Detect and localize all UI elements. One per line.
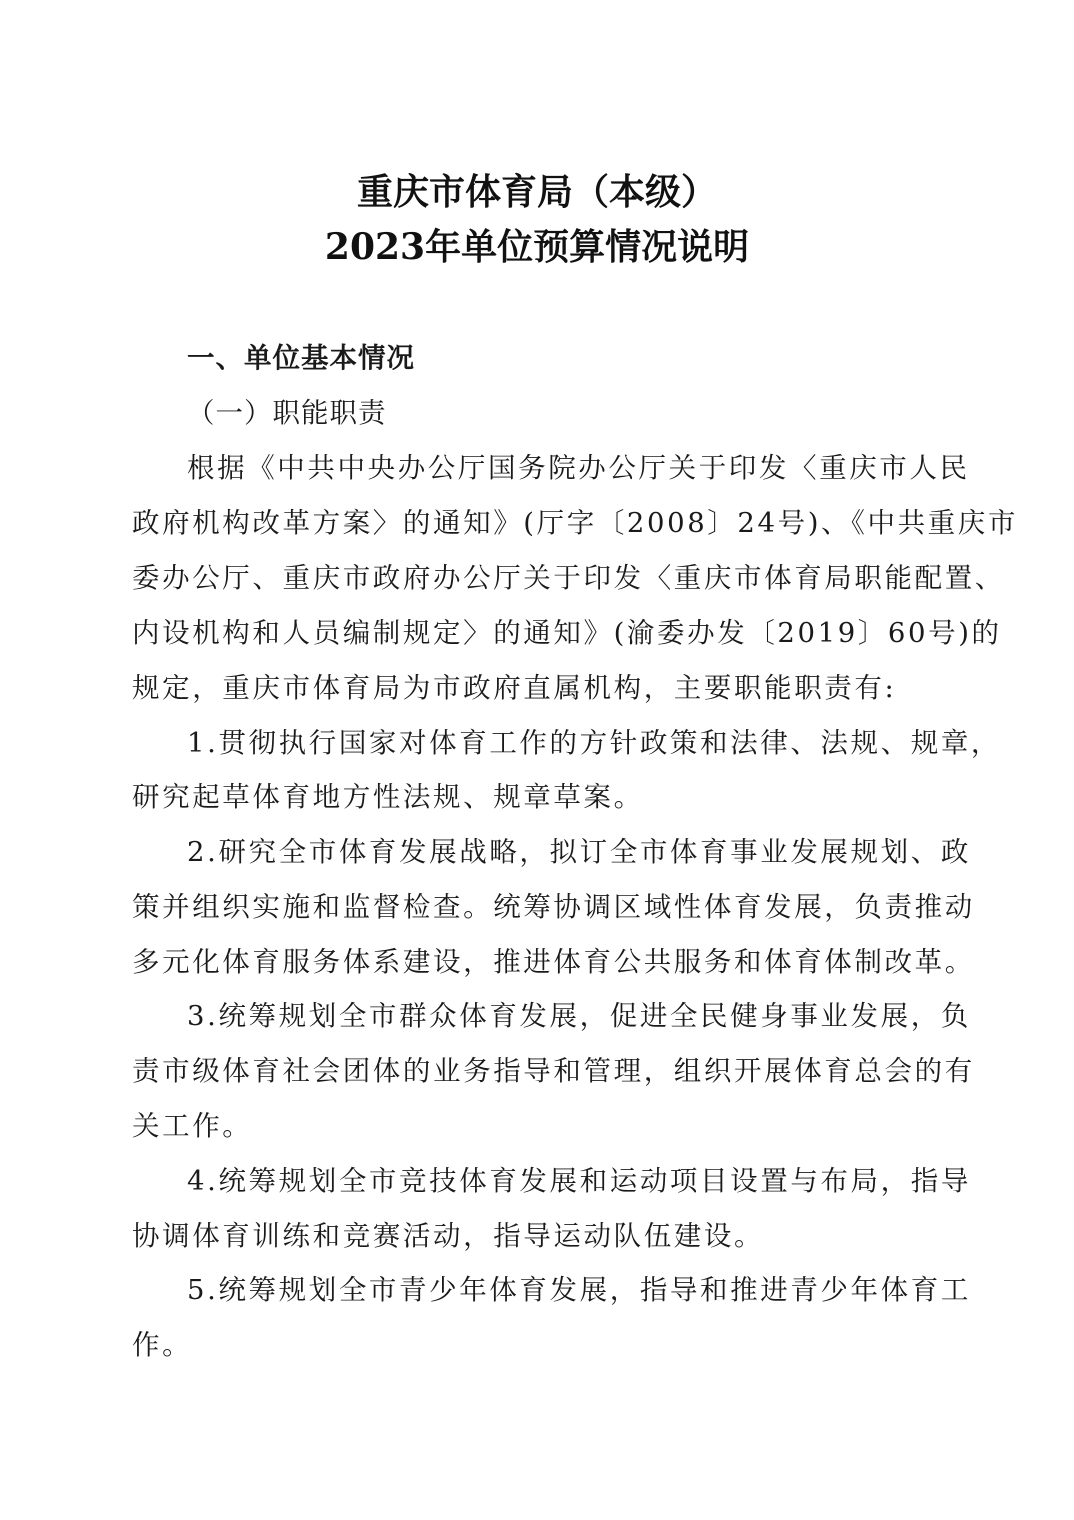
duty-item-2-line: 2.研究全市体育发展战略，拟订全市体育事业发展规划、政 xyxy=(187,836,971,868)
duty-item-4-line: 4.统筹规划全市竞技体育发展和运动项目设置与布局，指导 xyxy=(187,1165,971,1197)
paragraph-line: 政府机构改革方案〉的通知》(厅字〔2008〕24号)、《中共重庆市 xyxy=(132,507,1018,539)
duty-item-2-line: 策并组织实施和监督检查。统筹协调区域性体育发展，负责推动 xyxy=(132,891,975,923)
duty-item-4-line: 协调体育训练和竞赛活动，指导运动队伍建设。 xyxy=(132,1220,765,1252)
duty-item-5-line: 5.统筹规划全市青少年体育发展，指导和推进青少年体育工 xyxy=(187,1274,971,1306)
paragraph-line: 内设机构和人员编制规定〉的通知》(渝委办发〔2019〕60号)的 xyxy=(132,617,1002,649)
document-title-line1: 重庆市体育局（本级） xyxy=(356,171,717,213)
duty-item-1-line: 1.贯彻执行国家对体育工作的方针政策和法律、法规、规章， xyxy=(187,727,1002,759)
subsection-heading: （一）职能职责 xyxy=(187,397,387,429)
paragraph-line: 根据《中共中央办公厅国务院办公厅关于印发〈重庆市人民 xyxy=(187,452,970,484)
document-title-line2: 2023年单位预算情况说明 xyxy=(324,226,750,268)
duty-item-5-line: 作。 xyxy=(132,1329,193,1361)
duty-item-2-line: 多元化体育服务体系建设，推进体育公共服务和体育体制改革。 xyxy=(132,946,975,978)
duty-item-3-line: 责市级体育社会团体的业务指导和管理，组织开展体育总会的有 xyxy=(132,1055,975,1087)
duty-item-3-line: 关工作。 xyxy=(132,1110,253,1142)
duty-item-1-line: 研究起草体育地方性法规、规章草案。 xyxy=(132,781,644,813)
paragraph-line: 委办公厅、重庆市政府办公厅关于印发〈重庆市体育局职能配置、 xyxy=(132,562,1005,594)
section-heading: 一、单位基本情况 xyxy=(187,342,415,374)
paragraph-line: 规定，重庆市体育局为市政府直属机构，主要职能职责有: xyxy=(132,672,897,704)
duty-item-3-line: 3.统筹规划全市群众体育发展，促进全民健身事业发展，负 xyxy=(187,1000,971,1032)
